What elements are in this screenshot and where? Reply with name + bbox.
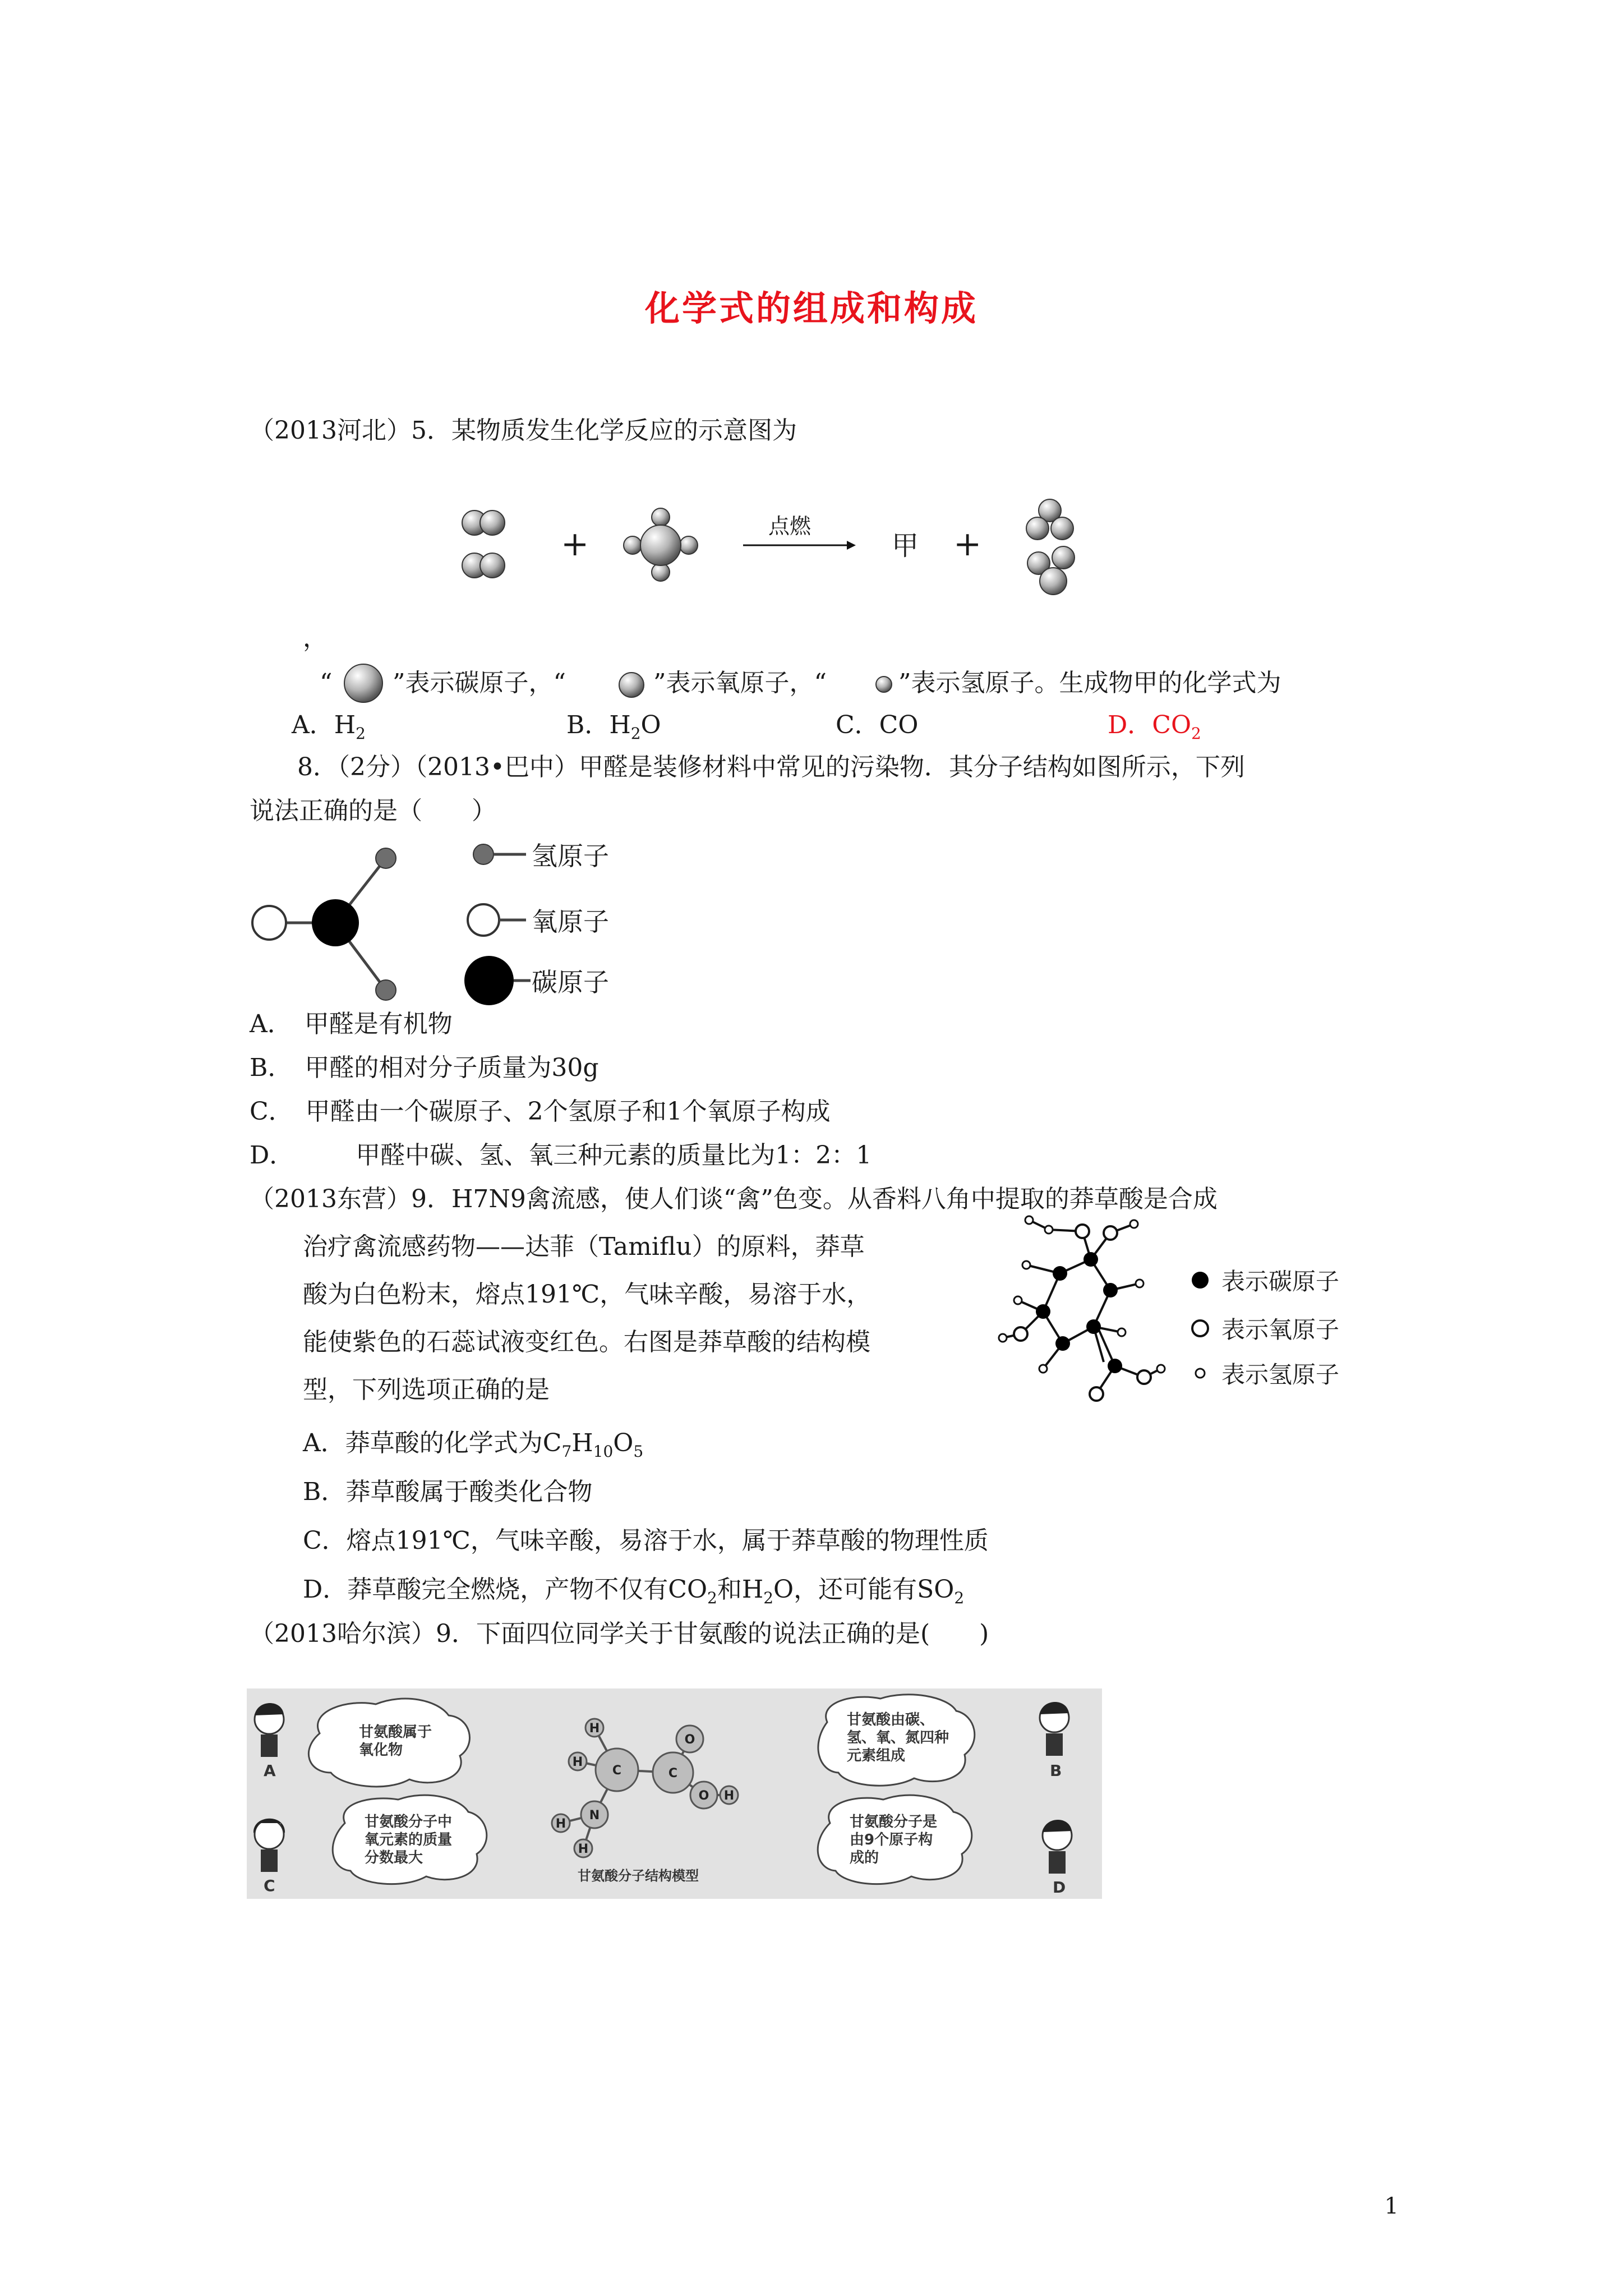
student-d-icon: [1043, 1820, 1072, 1874]
comma: ，: [303, 624, 328, 652]
q9a-line4: 能使紫色的石蕊试液变红色。右图是莽草酸的结构模: [303, 1328, 870, 1356]
q9a-option-d: D．莽草酸完全燃烧，产物不仅有$CO_2$和$H_2O$，还可能有$SO_2$: [303, 1575, 965, 1607]
oxygen-molecule-icon: [462, 553, 505, 578]
oxygen-atom-icon: [1188, 1314, 1221, 1342]
atom-label: C: [668, 1766, 678, 1780]
legend-carbon-text: ”表示碳原子，“: [393, 669, 566, 697]
q8-option-a: A． 甲醛是有机物: [250, 1010, 453, 1038]
atom-label: H: [589, 1722, 600, 1736]
q8-option-d: D． 甲醛中碳、氢、氧三种元素的质量比为1：2：1: [250, 1141, 872, 1170]
legend-carbon-2: 表示碳原子: [1188, 1263, 1339, 1297]
student-b-icon: [1040, 1702, 1069, 1756]
oxygen-atom-icon: [465, 900, 532, 940]
atom-label: N: [589, 1809, 600, 1823]
atom-label: O: [684, 1733, 695, 1747]
carbon-atom-icon: [1103, 1283, 1118, 1297]
student-d-label: D: [1053, 1878, 1066, 1897]
product-jia: 甲: [892, 530, 919, 562]
bubble-d-text: 甘氨酸分子是 由9个原子构 成的: [850, 1814, 938, 1866]
q9a-option-c: C．熔点191℃，气味辛酸，易溶于水，属于莽草酸的物理性质: [303, 1526, 989, 1555]
atom-label: C: [612, 1764, 622, 1778]
legend-hydrogen-2: 表示氢原子: [1188, 1356, 1339, 1390]
carbon-atom-icon: [1188, 1266, 1221, 1294]
legend-hydrogen-text: ”表示氢原子。生成物甲的化学式为: [898, 669, 1281, 697]
bubble-b-text: 甘氨酸由碳、 氢、氧、氮四种 元素组成: [847, 1711, 949, 1764]
carbon-atom-icon: [1036, 1304, 1050, 1319]
legend-oxygen-2: 表示氧原子: [1188, 1312, 1339, 1345]
student-c-icon: [253, 1819, 285, 1872]
oxygen-atom-icon: [616, 669, 647, 701]
q8-option-c: C． 甲醛由一个碳原子、2个氢原子和1个氧原子构成: [250, 1097, 831, 1126]
methane-molecule-icon: [624, 508, 698, 581]
glycine-model-caption: 甘氨酸分子结构模型: [578, 1868, 699, 1884]
q5-option-d: D．$CO_2$: [1108, 711, 1201, 743]
q9a-line2: 治疗禽流感药物——达菲（Tamiflu）的原料，莽草: [303, 1232, 865, 1261]
q9a-line3: 酸为白色粉末，熔点191℃，气味辛酸，易溶于水，: [303, 1280, 872, 1309]
legend-oxygen-text: ”表示氧原子，“: [653, 669, 827, 697]
atom-label: H: [555, 1817, 566, 1831]
glycine-cartoon-panel: [247, 1688, 1102, 1899]
hydrogen-atom-icon: [1188, 1359, 1221, 1387]
hydrogen-atom-icon: [376, 848, 396, 868]
q9a-option-a: A．莽草酸的化学式为$C_7H_{10}O_5$: [303, 1429, 644, 1461]
carbon-atom-icon: [1083, 1252, 1098, 1267]
carbon-atom-icon: [312, 899, 359, 946]
q9a-line5: 型，下列选项正确的是: [303, 1375, 550, 1404]
legend-carbon: 碳原子: [463, 954, 609, 1007]
plus-sign: +: [561, 524, 589, 564]
oxygen-molecule-icon: [462, 510, 505, 535]
hydrogen-atom-icon: [376, 980, 396, 1000]
student-a-icon: [255, 1703, 284, 1757]
shikimic-acid-structure-diagram: [987, 1212, 1172, 1414]
carbon-atom-icon: [1108, 1359, 1122, 1373]
q5-option-b: B．$H_2O$: [566, 711, 661, 743]
student-b-label: B: [1050, 1761, 1062, 1780]
atom-label: H: [723, 1789, 735, 1803]
student-a-label: A: [264, 1761, 276, 1780]
carbon-atom-icon: [1055, 1336, 1070, 1351]
q8-stem-line1: 8．（2分）（2013•巴中）甲醛是装修材料中常见的污染物．其分子结构如图所示，下列: [297, 753, 1245, 781]
legend-hydrogen: 氢原子: [470, 836, 609, 873]
student-c-label: C: [264, 1876, 275, 1895]
page-title: 化学式的组成和构成: [644, 288, 978, 329]
q5-option-c: C．CO: [836, 711, 919, 739]
carbon-atom-icon: [1053, 1266, 1067, 1281]
q5-option-a: A．$H_2$: [292, 711, 366, 743]
plus-sign: +: [953, 524, 982, 564]
q5-stem: （2013河北）5．某物质发生化学反应的示意图为: [250, 416, 797, 445]
q9a-option-b: B．莽草酸属于酸类化合物: [303, 1478, 593, 1506]
q8-option-b: B． 甲醛的相对分子质量为30g: [250, 1053, 599, 1082]
q9a-line1: （2013东营）9．H7N9禽流感，使人们谈“禽”色变。从香料八角中提取的莽草酸是合成: [250, 1185, 1218, 1213]
q8-stem-line2: 说法正确的是（ ）: [250, 797, 496, 825]
atom-label: H: [572, 1755, 583, 1769]
q9b-stem: （2013哈尔滨）9．下面四位同学关于甘氨酸的说法正确的是( ): [250, 1619, 989, 1648]
carbon-atom-icon: [341, 661, 386, 706]
legend-quote: “: [320, 669, 333, 697]
legend-oxygen: 氧原子: [465, 900, 609, 940]
bubble-c-text: 甘氨酸分子中 氧元素的质量 分数最大: [365, 1814, 453, 1866]
carbon-atom-icon: [463, 954, 532, 1007]
water-molecule-icon: [1027, 546, 1075, 595]
oxygen-atom-icon: [252, 906, 286, 940]
atom-label: O: [698, 1789, 709, 1803]
atom-label: H: [578, 1842, 589, 1856]
carbon-atom-icon: [1086, 1319, 1101, 1334]
formaldehyde-molecule-diagram: [247, 841, 415, 1004]
arrow-condition-label: 点燃: [768, 514, 811, 539]
hydrogen-atom-icon: [470, 838, 532, 871]
hydrogen-atom-icon: [873, 673, 895, 696]
page-number: 1: [1384, 2193, 1399, 2219]
water-molecule-icon: [1026, 499, 1073, 540]
bubble-a-text: 甘氨酸属于 氧化物: [359, 1724, 432, 1759]
